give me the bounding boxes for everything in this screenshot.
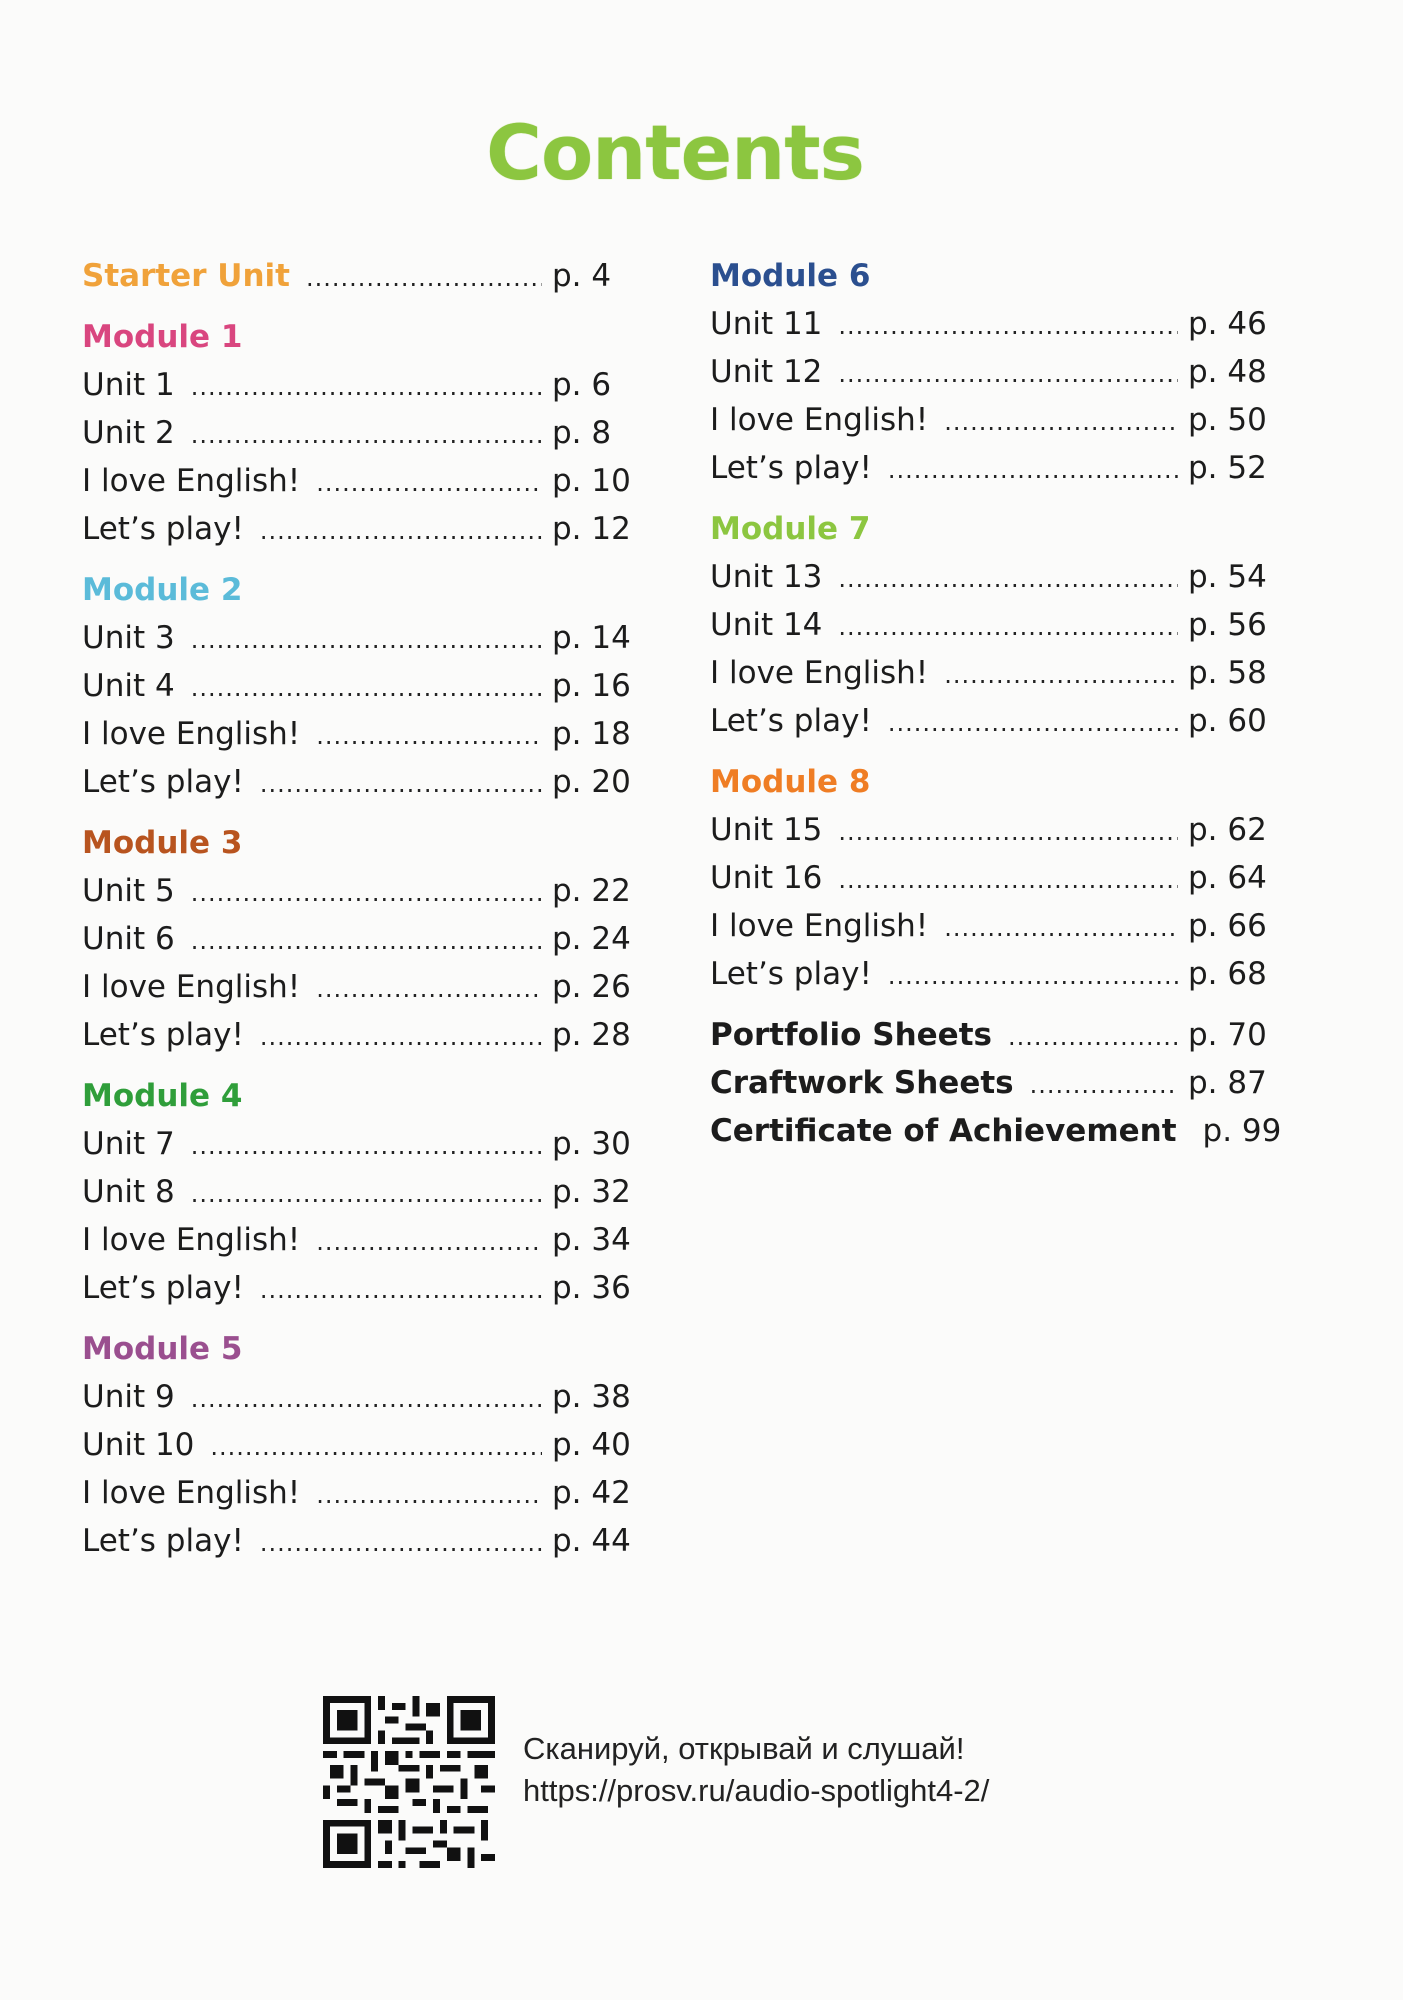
entry-label: Unit 9 — [82, 1379, 175, 1415]
entry-label: Unit 4 — [82, 668, 175, 704]
entry-label: I love English! — [710, 402, 929, 438]
toc-entry[interactable] — [710, 697, 1267, 745]
page-number: p. 87 — [1188, 1065, 1267, 1101]
toc-entry-craftwork[interactable] — [710, 1059, 1267, 1107]
page-number: p. 32 — [552, 1174, 631, 1210]
entry-label: Let’s play! — [710, 956, 872, 992]
module-heading: Module 7 — [710, 511, 871, 547]
entry-label: Unit 13 — [710, 559, 823, 595]
page-number: p. 58 — [1188, 655, 1267, 691]
toc-entry[interactable] — [82, 963, 634, 1011]
page-number: p. 62 — [1188, 812, 1267, 848]
entry-label: Let’s play! — [710, 703, 872, 739]
module-4-group — [82, 1072, 634, 1312]
contents-right-column — [710, 252, 1282, 1155]
entry-label: Let’s play! — [82, 1017, 244, 1053]
leader-dots — [260, 1013, 542, 1061]
leader-dots — [316, 1218, 542, 1266]
leader-dots — [888, 699, 1178, 747]
module-6-group — [710, 252, 1267, 492]
toc-entry[interactable] — [82, 1011, 634, 1059]
leader-dots — [191, 1375, 542, 1423]
entry-label: Unit 3 — [82, 620, 175, 656]
toc-entry[interactable] — [82, 409, 634, 457]
leader-dots — [838, 350, 1178, 398]
page-number: p. 99 — [1202, 1113, 1282, 1149]
module-heading: Module 6 — [710, 258, 871, 294]
qr-code-icon[interactable] — [323, 1696, 495, 1868]
entry-label: I love English! — [710, 655, 929, 691]
module-heading: Module 4 — [82, 1078, 243, 1114]
leader-dots — [210, 1423, 542, 1471]
entry-label: I love English! — [82, 969, 301, 1005]
toc-entry[interactable] — [82, 1469, 634, 1517]
toc-entry[interactable] — [82, 1264, 634, 1312]
leader-dots — [838, 555, 1178, 603]
leader-dots — [838, 302, 1178, 350]
page-number: p. 40 — [552, 1427, 631, 1463]
module-7-group — [710, 505, 1267, 745]
toc-entry[interactable] — [710, 348, 1267, 396]
toc-entry[interactable] — [82, 1120, 634, 1168]
page-number: p. 60 — [1188, 703, 1267, 739]
contents-left-column — [82, 252, 634, 1578]
module-heading: Module 2 — [82, 572, 243, 608]
leader-dots — [306, 254, 542, 302]
toc-entry[interactable] — [82, 505, 634, 553]
entry-label: Unit 7 — [82, 1126, 175, 1162]
entry-label: Unit 10 — [82, 1427, 195, 1463]
entry-label: Craftwork Sheets — [710, 1065, 1014, 1101]
page-number: p. 8 — [552, 415, 612, 451]
page-number: p. 54 — [1188, 559, 1267, 595]
toc-entry[interactable] — [82, 867, 634, 915]
toc-entry[interactable] — [82, 1216, 634, 1264]
page-number: p. 20 — [552, 764, 631, 800]
entry-label: Unit 1 — [82, 367, 175, 403]
entry-label: Let’s play! — [710, 450, 872, 486]
entry-label: I love English! — [82, 463, 301, 499]
toc-entry[interactable] — [710, 601, 1267, 649]
page-title: Contents — [486, 108, 864, 197]
leader-dots — [260, 1266, 542, 1314]
page-number: p. 66 — [1188, 908, 1267, 944]
page-number: p. 48 — [1188, 354, 1267, 390]
leader-dots — [316, 712, 542, 760]
leader-dots — [260, 507, 542, 555]
toc-entry[interactable] — [710, 854, 1267, 902]
leader-dots — [191, 411, 542, 459]
leader-dots — [1008, 1013, 1178, 1061]
toc-entry[interactable] — [710, 396, 1267, 444]
leader-dots — [944, 398, 1178, 446]
toc-entry[interactable] — [82, 710, 634, 758]
entry-label: Let’s play! — [82, 764, 244, 800]
page-number: p. 10 — [552, 463, 631, 499]
leader-dots — [944, 651, 1178, 699]
page-number: p. 16 — [552, 668, 631, 704]
leader-dots — [260, 760, 542, 808]
leader-dots — [191, 869, 542, 917]
page-number: p. 26 — [552, 969, 631, 1005]
leader-dots — [838, 603, 1178, 651]
toc-entry[interactable] — [82, 1517, 634, 1565]
leader-dots — [1030, 1061, 1178, 1109]
toc-entry[interactable] — [82, 758, 634, 806]
page-number: p. 70 — [1188, 1017, 1267, 1053]
page-number: p. 52 — [1188, 450, 1267, 486]
module-heading: Module 5 — [82, 1331, 243, 1367]
module-heading: Module 8 — [710, 764, 871, 800]
audio-info — [523, 1728, 989, 1812]
starter-group — [82, 252, 634, 300]
toc-entry[interactable] — [710, 950, 1267, 998]
page-number: p. 6 — [552, 367, 612, 403]
entry-label: Unit 15 — [710, 812, 823, 848]
leader-dots — [191, 917, 542, 965]
page-number: p. 36 — [552, 1270, 631, 1306]
page-number: p. 68 — [1188, 956, 1267, 992]
leader-dots — [191, 1122, 542, 1170]
entry-label: Unit 12 — [710, 354, 823, 390]
page-number: p. 34 — [552, 1222, 631, 1258]
entry-label: Let’s play! — [82, 1270, 244, 1306]
leader-dots — [838, 856, 1178, 904]
page-number: p. 14 — [552, 620, 631, 656]
audio-link[interactable]: https://prosv.ru/audio-spotlight4-2/ — [523, 1773, 990, 1808]
toc-entry-portfolio[interactable] — [710, 1011, 1267, 1059]
leader-dots — [191, 616, 542, 664]
toc-entry[interactable] — [82, 1168, 634, 1216]
module-heading: Module 1 — [82, 319, 243, 355]
leader-dots — [944, 904, 1178, 952]
page-number: p. 22 — [552, 873, 631, 909]
toc-entry[interactable] — [710, 649, 1267, 697]
toc-entry[interactable] — [82, 1373, 634, 1421]
entry-label: Unit 8 — [82, 1174, 175, 1210]
page-number: p. 24 — [552, 921, 631, 957]
page-number: p. 56 — [1188, 607, 1267, 643]
page-number: p. 44 — [552, 1523, 631, 1559]
page-number: p. 28 — [552, 1017, 631, 1053]
leader-dots — [316, 459, 542, 507]
audio-instruction: Сканируй, открывай и слушай! — [523, 1731, 965, 1766]
toc-entry[interactable] — [710, 806, 1267, 854]
toc-entry[interactable] — [710, 553, 1267, 601]
leader-dots — [260, 1519, 542, 1567]
page-number: p. 18 — [552, 716, 631, 752]
entry-label: Unit 6 — [82, 921, 175, 957]
page-number: p. 64 — [1188, 860, 1267, 896]
entry-label: I love English! — [82, 716, 301, 752]
leader-dots — [838, 808, 1178, 856]
module-5-group — [82, 1325, 634, 1565]
page-number: p. 38 — [552, 1379, 631, 1415]
entry-label: Let’s play! — [82, 511, 244, 547]
leader-dots — [888, 446, 1178, 494]
toc-entry[interactable] — [82, 614, 634, 662]
toc-entry[interactable] — [710, 444, 1267, 492]
leader-dots — [191, 664, 542, 712]
page-number: p. 12 — [552, 511, 631, 547]
toc-entry-starter[interactable] — [82, 252, 634, 300]
leader-dots — [191, 363, 542, 411]
toc-entry[interactable] — [82, 662, 634, 710]
entry-label: Unit 14 — [710, 607, 823, 643]
entry-label: Unit 2 — [82, 415, 175, 451]
extra-sections — [710, 1011, 1282, 1155]
entry-label: Unit 11 — [710, 306, 823, 342]
leader-dots — [888, 952, 1178, 1000]
page-number: p. 4 — [552, 258, 612, 294]
entry-label: I love English! — [82, 1475, 301, 1511]
module-heading: Module 3 — [82, 825, 243, 861]
starter-unit-label: Starter Unit — [82, 258, 290, 294]
leader-dots — [316, 1471, 542, 1519]
entry-label: Unit 5 — [82, 873, 175, 909]
page-number: p. 30 — [552, 1126, 631, 1162]
module-1-group — [82, 313, 634, 553]
toc-entry[interactable] — [710, 902, 1267, 950]
entry-label: I love English! — [82, 1222, 301, 1258]
page-number: p. 42 — [552, 1475, 631, 1511]
toc-entry[interactable] — [82, 1421, 634, 1469]
toc-entry[interactable] — [82, 361, 634, 409]
page-number: p. 46 — [1188, 306, 1267, 342]
module-2-group — [82, 566, 634, 806]
page-number: p. 50 — [1188, 402, 1267, 438]
toc-entry-certificate[interactable] — [710, 1107, 1282, 1155]
leader-dots — [316, 965, 542, 1013]
entry-label: I love English! — [710, 908, 929, 944]
toc-entry[interactable] — [710, 300, 1267, 348]
entry-label: Let’s play! — [82, 1523, 244, 1559]
entry-label: Unit 16 — [710, 860, 823, 896]
toc-entry[interactable] — [82, 915, 634, 963]
module-8-group — [710, 758, 1267, 998]
toc-entry[interactable] — [82, 457, 634, 505]
entry-label: Portfolio Sheets — [710, 1017, 992, 1053]
module-3-group — [82, 819, 634, 1059]
entry-label: Certificate of Achievement — [710, 1113, 1177, 1149]
leader-dots — [191, 1170, 542, 1218]
